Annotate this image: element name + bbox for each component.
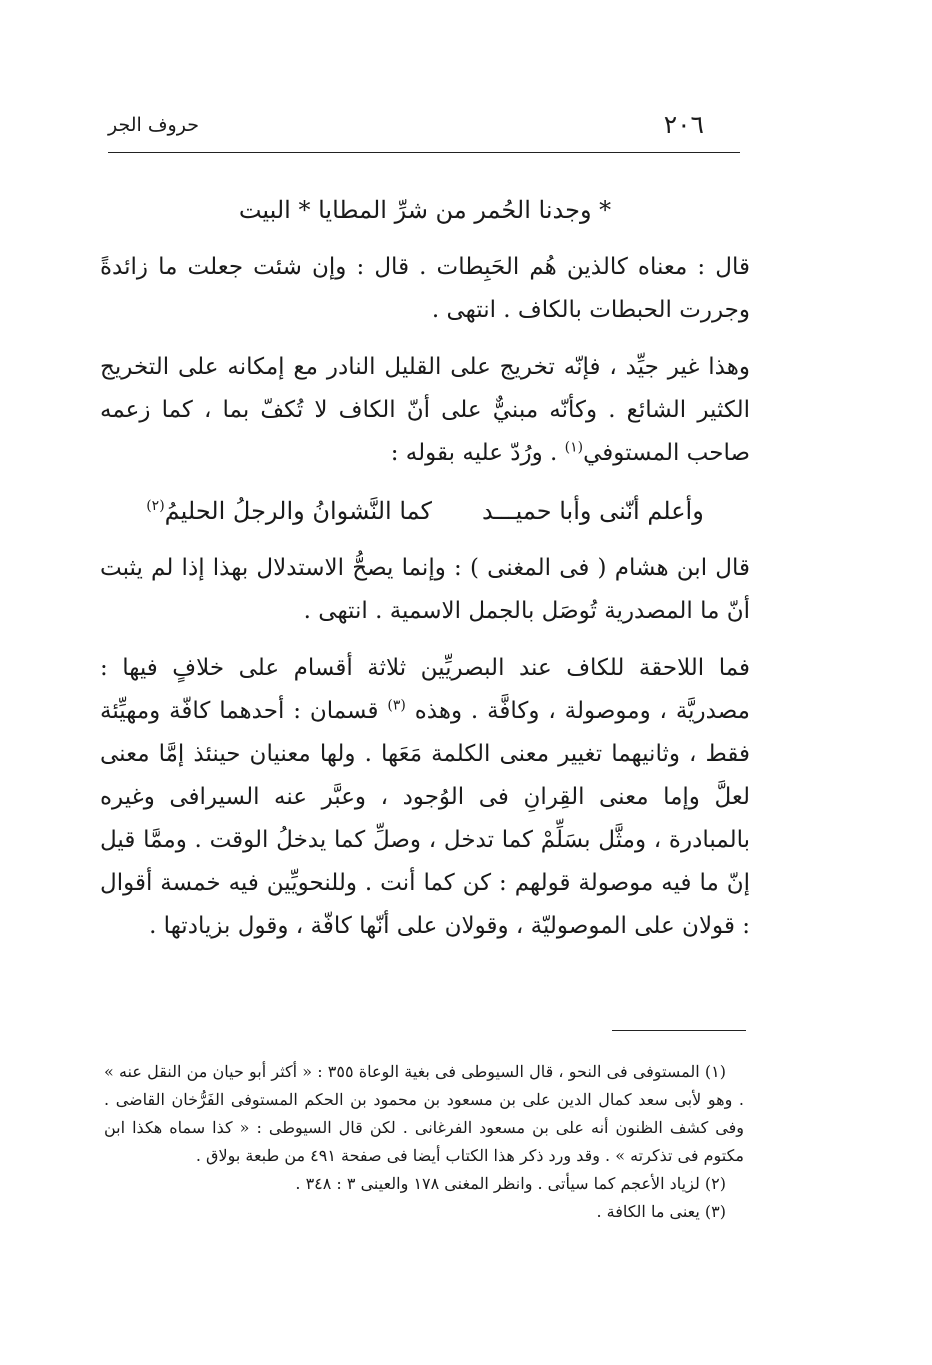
footnote-ref: (٣) [387,697,406,714]
spacer [100,475,750,485]
paragraph: قال ابن هشام ( فى المغنى ) : وإنما يصحُّ الاستدلال بهذا إذا لم يثبت أنّ ما المصدرية تُوصَل بالجمل الاسمية . انتهى . [100,555,750,624]
spacer [100,537,750,547]
paragraph: قال : معناه كالذين هُم الحَبِطات . قال : وإن شئت جعلت ما زائدةً وجررت الحبطات بالكاف . انتهى . [100,254,750,323]
paragraph [100,346,750,475]
footnotes [104,1058,744,1226]
poem-hemistich-text: كما النَّشوانُ والرجلُ الحليمُ [164,497,432,525]
poem-hemistich-right: وأعلم أنّنى وأبا حميـــد [481,497,704,525]
running-title: حروف الجر [108,114,199,136]
main-text [100,184,750,948]
spacer [100,236,750,246]
paragraph-text: . ورُدّ عليه بقوله : [390,440,565,466]
spacer [100,633,750,647]
paragraph-text: قسمان : أحدهما كافّة ومهيِّئة فقط ، وثانيهما تغيير معنى الكلمة مَعَها . ولها معنيان حينئذ إمَّا معنى لعلَّ وإما معنى القِرانِ فى الوُجود ، وعبَّر عنه السيرافى وغيره بالمبادرة ، ومثَّل بسَلِّمْ كما تدخل ، وصلِّ كما يدخلُ الوقت . وممَّا قيل إنّ ما فيه موصولة قولهم : كن كما أنت . وللنحويِّين فيه خمسة أقوال : قولان على الموصوليّة ، وقولان على أنّها كافّة ، وقول بزيادتها . [100,698,750,939]
verse-quote: * وجدنا الحُمر من شرِّ المطايا * البيت [238,196,612,224]
page-header [108,110,740,146]
poem-verse [100,485,750,537]
poem-hemistich-left [146,485,432,537]
paragraph-text: فما اللاحقة للكاف عند البصريِّين ثلاثة أقسام على خلافٍ فيها : مصدريَّة ، وموصولة ، وكافَّة . وهذه [100,655,750,724]
paragraph-text: وهذا غير جيِّد ، فإنّه تخريج على القليل النادر مع إمكانه على التخريج الكثير الشائع . وكأنّه مبنيٌّ على أنّ الكاف لا تُكفّ بما ، كما زعمه صاحب المستوفي [100,354,750,466]
header-rule [108,152,740,153]
spacer [100,332,750,346]
footnote-1: (١) المستوفى فى النحو ، قال السيوطى فى بغية الوعاة ٣٥٥ : « أكثر أبو حيان من النقل عنه » . وهو لأبى سعد كمال الدين على بن مسعود بن محمود بن الحكم المستوفى الفَرُّخان القاضى . وفى كشف الظنون أنه على بن مسعود الفرغانى . لكن قال السيوطى : « كذا سماه هكذا ابن مكتوم فى تذكرته » . وقد ورد ذكر هذا الكتاب أيضا فى صفحة ٤٩١ من طبعة بولاق . [104,1062,744,1165]
paragraph [100,647,750,948]
footnote-3: (٣) يعنى ما الكافة . [596,1202,726,1221]
footnote-2: (٢) لزياد الأعجم كما سيأتى . وانظر المغنى ١٧٨ والعينى ٣ : ٣٤٨ . [295,1174,726,1193]
footnote-rule [612,1030,746,1031]
footnote-ref: (١) [564,439,584,456]
footnote-ref: (٢) [146,498,165,514]
page-number: ٢٠٦ [663,110,704,139]
